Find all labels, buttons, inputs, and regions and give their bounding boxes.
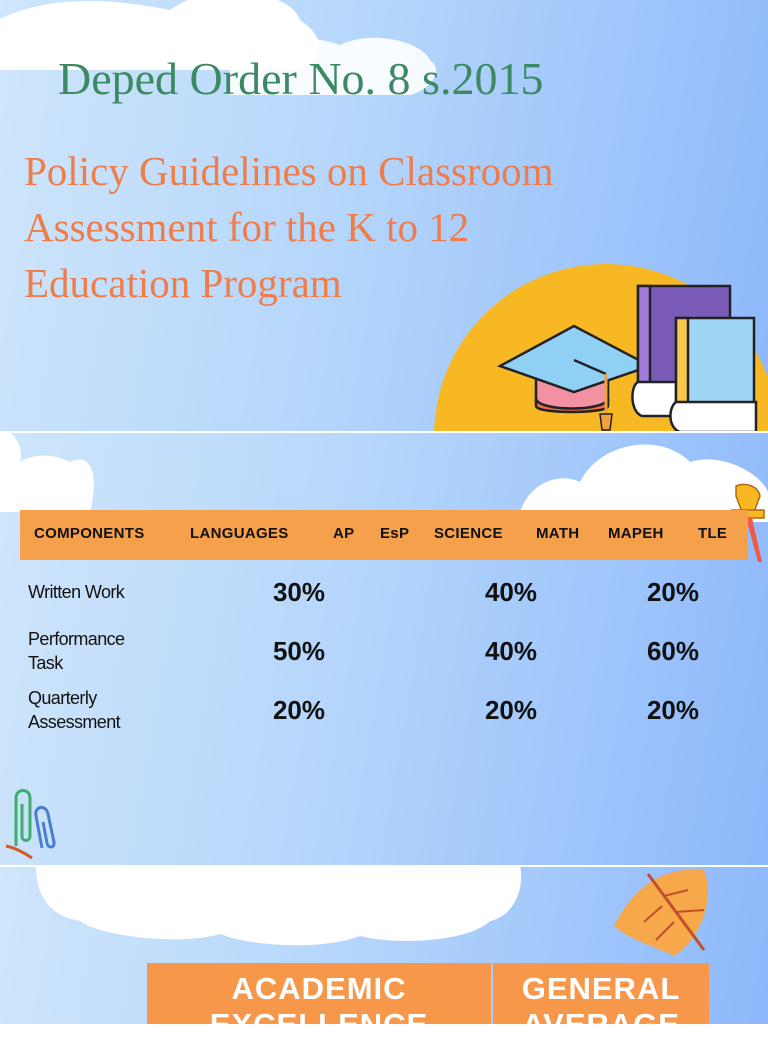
header-esp: EsP (380, 525, 410, 542)
row-label-line: Performance (28, 629, 125, 649)
cell-written-work-science-math: 40% (484, 577, 538, 607)
row-label-line: Assessment (28, 712, 121, 732)
cell-written-work-mapeh-tle: 20% (646, 577, 700, 607)
header-languages: LANGUAGES (190, 525, 289, 542)
box-line: GENERAL (521, 971, 681, 1006)
header-mapeh: MAPEH (608, 525, 664, 542)
general-average-box (493, 963, 709, 1042)
header-math: MATH (536, 525, 580, 542)
cell-performance-task-languages: 50% (272, 636, 326, 666)
subtitle-line: Education Program (24, 260, 342, 306)
header-components: COMPONENTS (34, 525, 145, 542)
slide-divider (0, 431, 768, 433)
row-label-line: Task (28, 653, 63, 673)
general-average-label (493, 971, 709, 1043)
header-science: SCIENCE (434, 525, 503, 542)
box-line: ACADEMIC (231, 971, 407, 1006)
cell-performance-task-mapeh-tle: 60% (646, 636, 700, 666)
box-line: EXCELLENCE (209, 1007, 429, 1042)
cell-written-work-languages: 30% (272, 577, 326, 607)
slide-subtitle (24, 143, 664, 311)
slide-divider (0, 865, 768, 867)
cell-quarterly-assessment-mapeh-tle: 20% (646, 695, 700, 725)
title-slide (0, 0, 768, 432)
autumn-leaf-icon (604, 866, 724, 962)
row-label-performance-task (28, 627, 124, 675)
header-ap: AP (333, 525, 355, 542)
cell-performance-task-science-math: 40% (484, 636, 538, 666)
row-label-written-work (28, 580, 124, 604)
academic-excellence-slide (0, 866, 768, 1042)
row-label-quarterly-assessment (28, 686, 120, 734)
academic-excellence-box (147, 963, 491, 1042)
weights-table-slide (0, 432, 768, 866)
row-label-line: Written Work (28, 582, 125, 602)
cell-quarterly-assessment-languages: 20% (272, 695, 326, 725)
paper-clip-icon (6, 786, 76, 858)
slide-title: Deped Order No. 8 s.2015 (58, 53, 544, 104)
header-tle: TLE (698, 525, 728, 542)
row-label-line: Quarterly (28, 688, 97, 708)
academic-excellence-label (147, 971, 491, 1043)
box-line: AVERAGE (521, 1007, 680, 1042)
subtitle-line: Policy Guidelines on Classroom (24, 148, 554, 194)
cell-quarterly-assessment-science-math: 20% (484, 695, 538, 725)
subtitle-line: Assessment for the K to 12 (24, 204, 470, 250)
